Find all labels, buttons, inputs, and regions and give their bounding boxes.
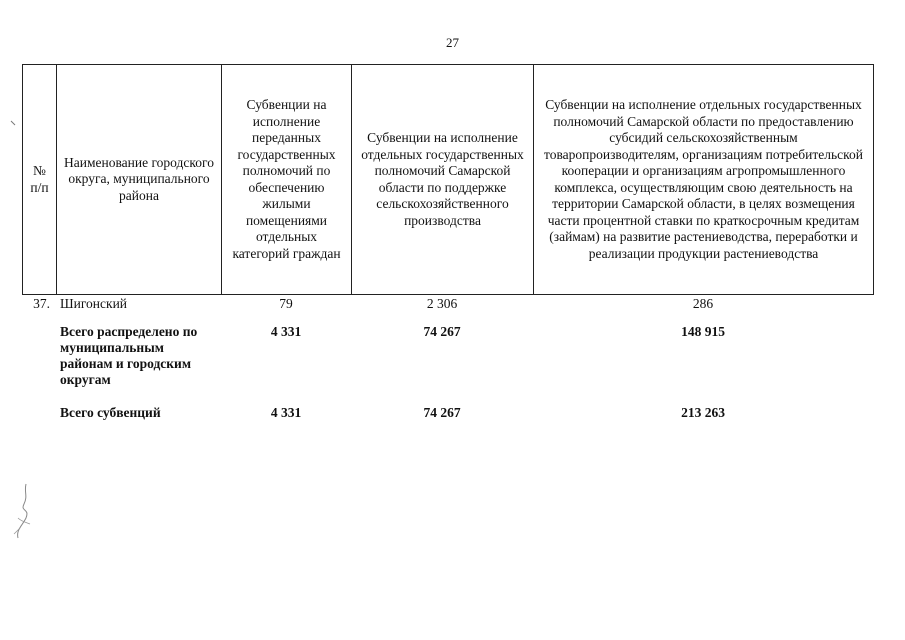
row-value-3: 286 [692,296,714,311]
table-header [22,64,874,295]
page-number: 27 [446,35,459,50]
row-value-1: 79 [279,296,293,311]
table-row [22,296,873,316]
row-number: 37. [33,296,50,311]
total-subventions-row [22,396,873,425]
table-body [22,296,873,425]
total-distributed-row [22,316,873,396]
signature-mark-icon [4,478,44,548]
header-subvention-agriculture: Субвенции на исполнение отдельных государственных полномочий Самарской области по поддержке сельскохозяйственного производства [352,65,534,295]
total-subventions-value-2: 74 267 [423,405,461,420]
header-number: № п/п [23,65,57,295]
total-distributed-label: Всего распределено по муниципальным районам и городским округам [60,324,198,387]
total-distributed-value-1: 4 331 [270,324,302,339]
row-value-2: 2 306 [426,296,458,311]
total-subventions-value-3: 213 263 [681,405,725,420]
header-name: Наименование городского округа, муниципального района [57,65,222,295]
total-subventions-label: Всего субвенций [60,405,161,420]
margin-mark-icon [10,120,16,126]
header-subvention-housing: Субвенции на исполнение переданных государственных полномочий по обеспечению жилыми помещениями отдельных категорий граждан [222,65,352,295]
row-name: Шигонский [60,296,128,311]
total-subventions-value-1: 4 331 [270,405,302,420]
header-subvention-interest-rate: Субвенции на исполнение отдельных государственных полномочий Самарской области по предоставлению субсидий сельскохозяйственным товаропроизводителям, организациям потребительской кооперации и организациям агропромышленного комплекса, осуществляющим свою деятельность на территории Самарской области, в целях возмещения части процентной ставки по краткосрочным кредитам (займам) на развитие растениеводства, переработки и реализации продукции растениеводства [534,65,874,295]
total-distributed-value-3: 148 915 [681,324,725,339]
total-distributed-value-2: 74 267 [423,324,461,339]
